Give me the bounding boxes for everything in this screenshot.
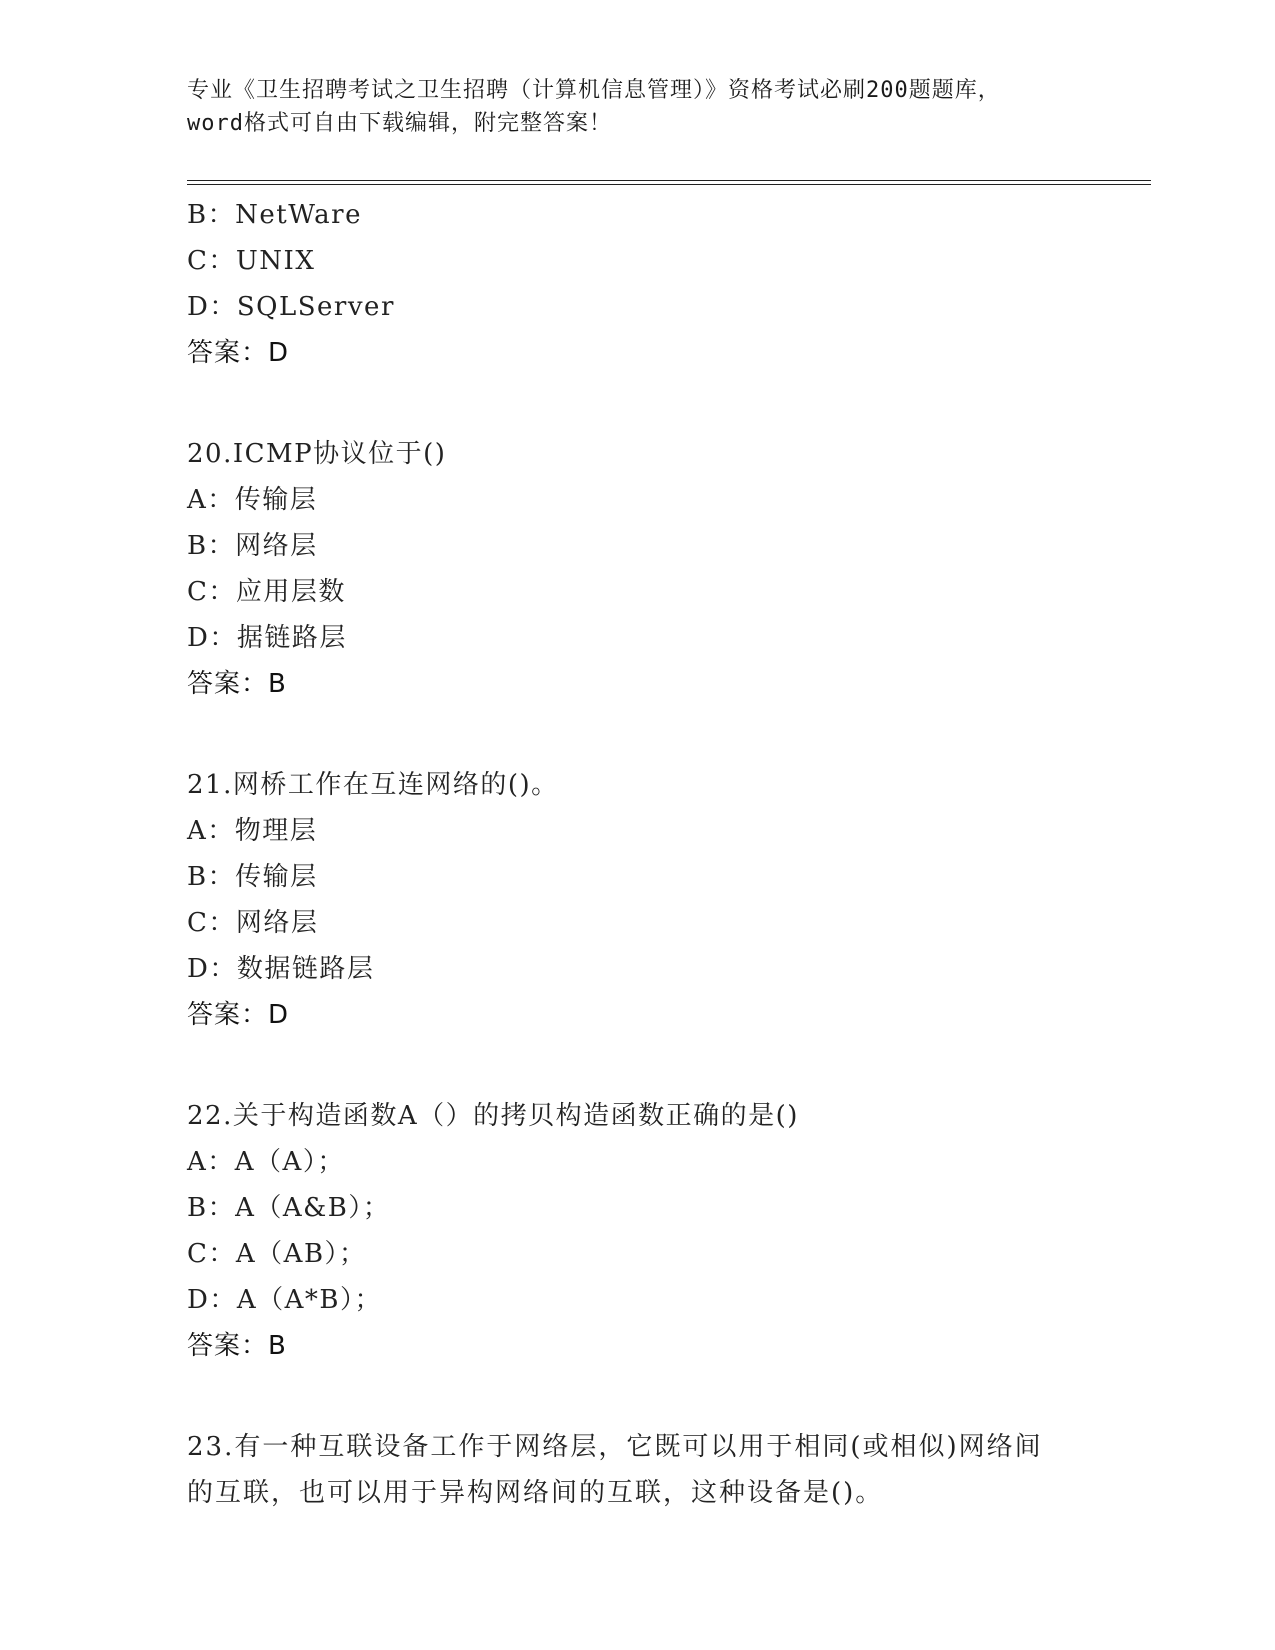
option-b: B：网络层 (187, 531, 318, 561)
question-23 (187, 1424, 1087, 1516)
option-b: B：A（A&B）； (187, 1193, 391, 1223)
option-c: C：网络层 (187, 908, 319, 938)
answer-label: 答案：B (187, 1331, 287, 1361)
option-c: C：A（AB）； (187, 1239, 367, 1269)
document-header (187, 74, 1087, 140)
answer-label: 答案：D (187, 338, 290, 368)
option-d: D：SQLServer (187, 292, 395, 322)
option-a: A：物理层 (187, 816, 318, 846)
option-c: C：UNIX (187, 246, 316, 276)
question-20 (187, 431, 1087, 707)
option-c: C：应用层数 (187, 577, 346, 607)
question-22 (187, 1093, 1087, 1369)
question-stem-line-1: 23.有一种互联设备工作于网络层，它既可以用于相同(或相似)网络间 (187, 1432, 1043, 1462)
option-d: D：据链路层 (187, 623, 347, 653)
option-b: B：传输层 (187, 862, 318, 892)
answer-label: 答案：B (187, 669, 287, 699)
question-21 (187, 762, 1087, 1038)
header-divider-bottom (187, 184, 1151, 185)
question-list (187, 192, 1087, 1516)
answer-label: 答案：D (187, 1000, 290, 1030)
question-19 (187, 192, 1087, 376)
question-stem: 20.ICMP协议位于() (187, 439, 447, 469)
header-line-1: 专业《卫生招聘考试之卫生招聘（计算机信息管理）》资格考试必刷200题题库， (187, 78, 1001, 103)
header-line-2: word格式可自由下载编辑，附完整答案！ (187, 111, 612, 136)
option-a: A：传输层 (187, 485, 318, 515)
option-a: A：A（A）； (187, 1147, 345, 1177)
option-b: B：NetWare (187, 200, 362, 230)
question-stem: 21.网桥工作在互连网络的()。 (187, 770, 559, 800)
option-d: D：数据链路层 (187, 954, 375, 984)
header-divider-top (187, 180, 1151, 181)
question-stem-line-2: 的互联，也可以用于异构网络间的互联，这种设备是()。 (187, 1478, 884, 1508)
question-stem: 22.关于构造函数A（）的拷贝构造函数正确的是() (187, 1101, 799, 1131)
option-d: D：A（A*B）； (187, 1285, 383, 1315)
